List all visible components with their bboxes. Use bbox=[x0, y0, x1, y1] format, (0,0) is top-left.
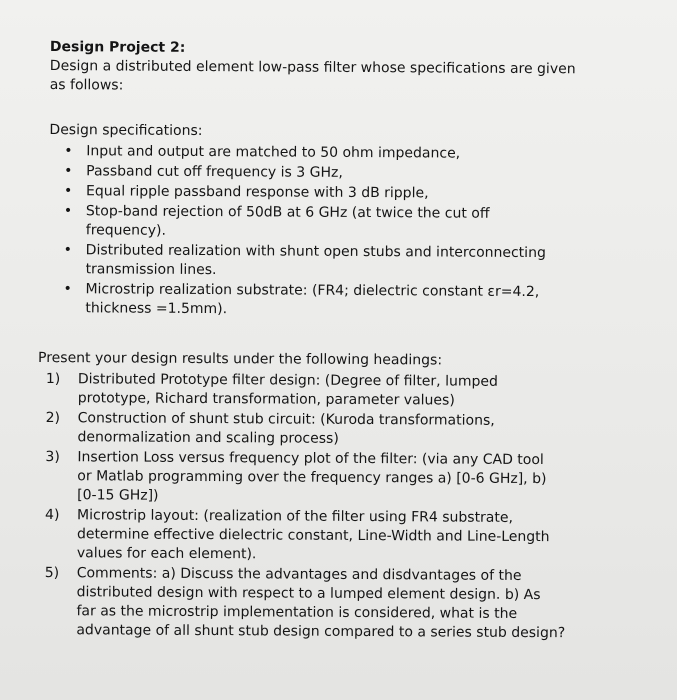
intro-line: as follows: bbox=[49, 77, 124, 94]
bullet-icon: • bbox=[63, 281, 72, 298]
heading-item bbox=[38, 370, 606, 411]
heading-item bbox=[38, 409, 606, 450]
spec-item bbox=[39, 182, 629, 205]
headings-list bbox=[36, 370, 628, 644]
heading-item bbox=[37, 448, 605, 508]
heading-item bbox=[36, 564, 604, 643]
heading-line: Insertion Loss versus frequency plot of the filter: (via any CAD tool bbox=[77, 449, 544, 469]
heading-line: Distributed Prototype filter design: (Degree of filter, lumped bbox=[77, 371, 498, 390]
heading-line: Microstrip layout: (realization of the filter using FR4 substrate, bbox=[77, 507, 514, 526]
heading-line: [0-15 GHz]) bbox=[77, 487, 159, 504]
spec-line: frequency). bbox=[85, 222, 167, 239]
heading-line: distributed design with respect to a lumped element design. b) As bbox=[76, 584, 541, 604]
spec-item bbox=[38, 280, 628, 322]
heading-line: advantage of all shunt stub design compared to a series stub design? bbox=[76, 622, 566, 642]
document-text bbox=[36, 38, 630, 645]
spec-line: Distributed realization with shunt open stubs and interconnecting bbox=[85, 242, 546, 262]
item-number: 4) bbox=[45, 507, 60, 524]
spec-line: Passband cut off frequency is 3 GHz, bbox=[86, 163, 343, 181]
heading-item bbox=[37, 506, 605, 566]
present-heading: Present your design results under the following headings: bbox=[37, 349, 443, 369]
heading-line: far as the microstrip implementation is considered, what is the bbox=[76, 603, 518, 622]
item-number: 5) bbox=[44, 565, 60, 582]
intro-line: Design a distributed element low-pass filter whose specifications are given bbox=[49, 58, 576, 78]
spec-line: Microstrip realization substrate: (FR4; dielectric constant εr=4.2, bbox=[85, 281, 540, 301]
bullet-icon: • bbox=[64, 143, 73, 160]
spec-line: Equal ripple passband response with 3 dB ripple, bbox=[86, 183, 429, 202]
spec-item bbox=[39, 162, 629, 185]
project-title: Design Project 2: bbox=[49, 39, 186, 56]
bullet-icon: • bbox=[64, 183, 73, 200]
bullet-icon: • bbox=[64, 163, 73, 180]
item-number: 3) bbox=[45, 449, 60, 466]
specs-heading: Design specifications: bbox=[49, 122, 203, 139]
spec-line: thickness =1.5mm). bbox=[85, 300, 228, 318]
spec-line: Input and output are matched to 50 ohm impedance, bbox=[86, 143, 461, 162]
bullet-icon: • bbox=[63, 242, 73, 259]
spec-list bbox=[38, 142, 629, 322]
heading-line: denormalization and scaling process) bbox=[77, 429, 339, 447]
spec-item bbox=[39, 202, 629, 244]
item-number: 1) bbox=[45, 371, 61, 388]
bullet-icon: • bbox=[63, 203, 73, 220]
spec-line: transmission lines. bbox=[85, 261, 217, 279]
heading-line: Comments: a) Discuss the advantages and disdvantages of the bbox=[76, 565, 522, 584]
spec-item bbox=[39, 142, 629, 165]
heading-line: determine effective dielectric constant, Line-Width and Line-Length bbox=[76, 526, 550, 546]
heading-line: Construction of shunt stub circuit: (Kuroda transformations, bbox=[77, 410, 495, 429]
title-block bbox=[50, 38, 630, 99]
heading-line: values for each element). bbox=[76, 545, 257, 563]
item-number: 2) bbox=[45, 410, 61, 427]
heading-line: prototype, Richard transformation, parameter values) bbox=[77, 390, 455, 409]
spec-item bbox=[39, 241, 629, 283]
heading-line: or Matlab programming over the frequency ranges a) [0-6 GHz], b) bbox=[77, 468, 547, 488]
spec-line: Stop-band rejection of 50dB at 6 GHz (at twice the cut off bbox=[85, 203, 490, 222]
